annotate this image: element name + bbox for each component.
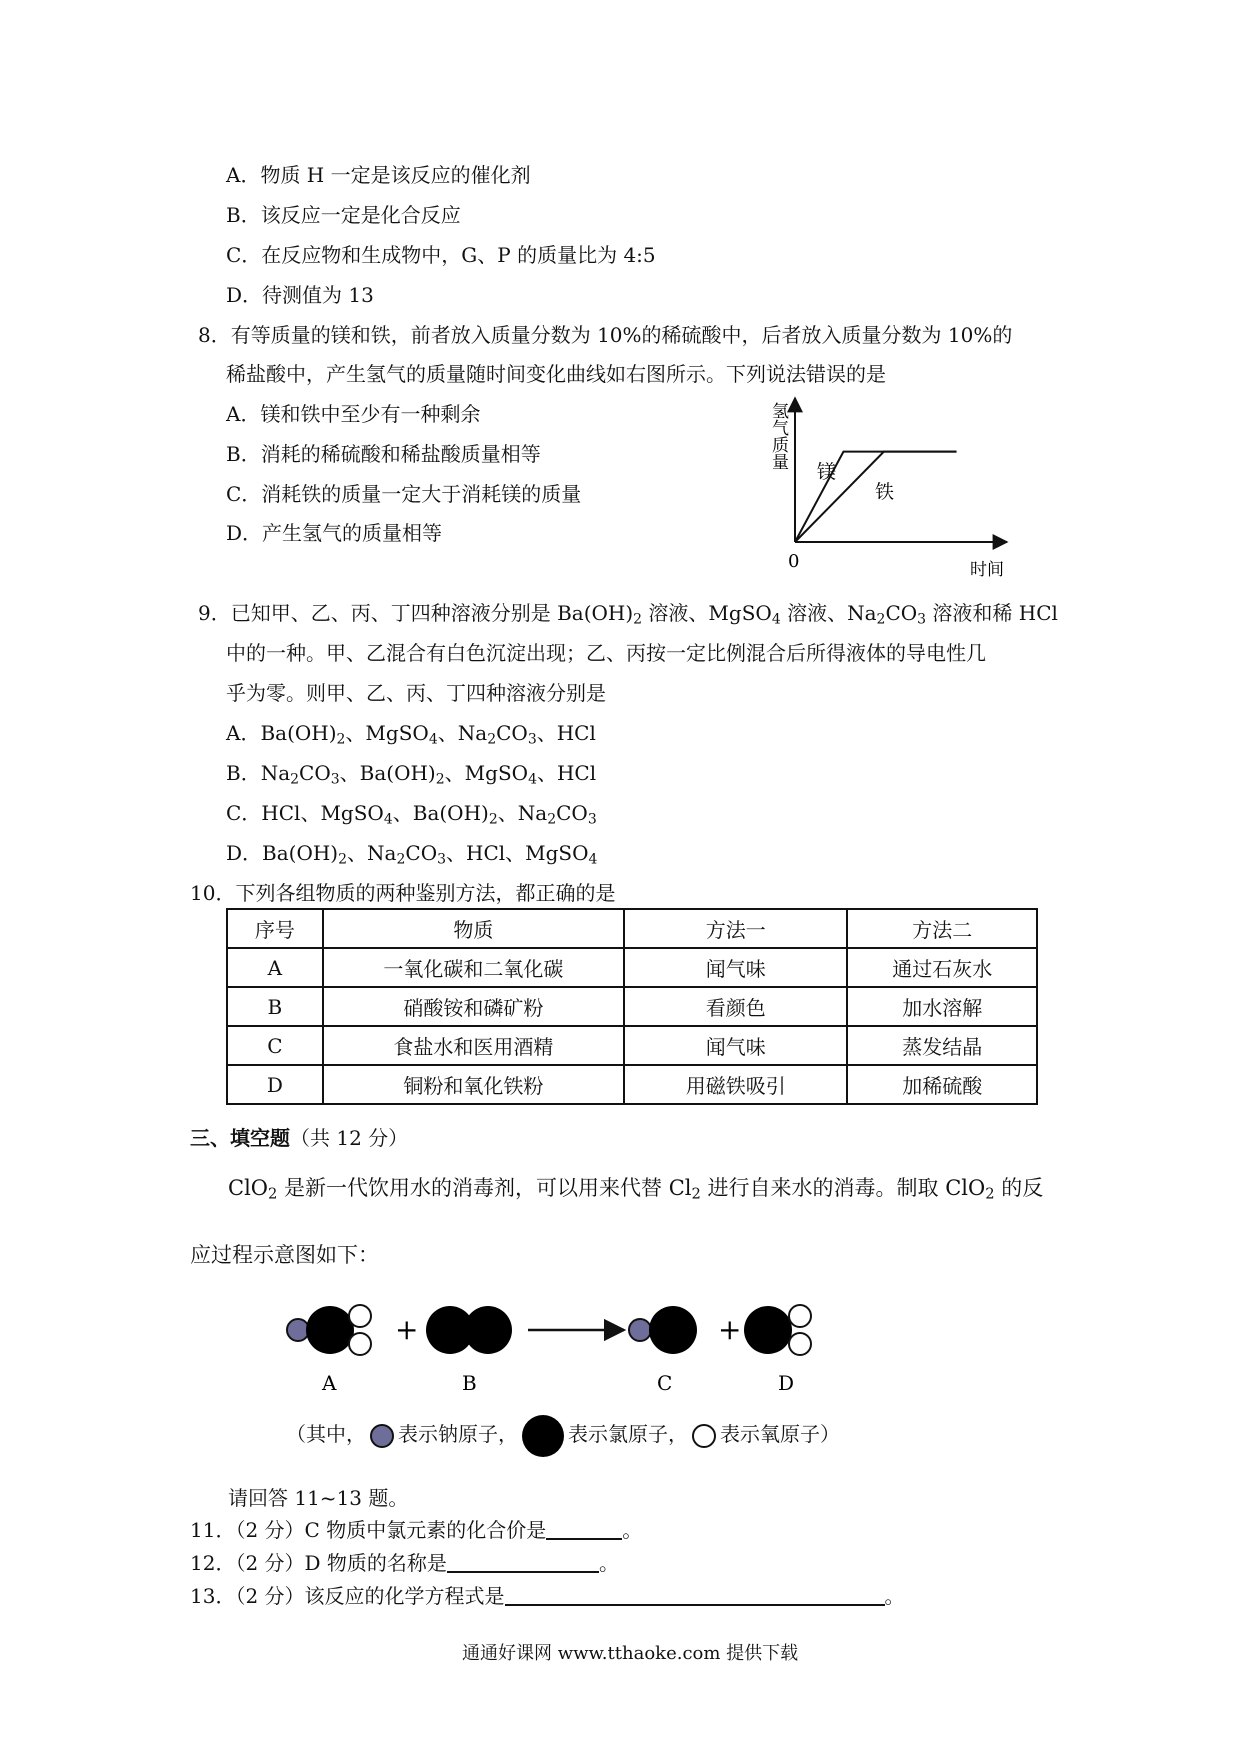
table-row <box>227 987 1037 1026</box>
q8-option-d: D．产生氢气的质量相等 <box>226 521 443 545</box>
x-axis-label: 时间 <box>970 560 1004 580</box>
oxygen-atom <box>789 1333 811 1355</box>
header-cell: 物质 <box>323 909 624 948</box>
molecule-d <box>744 1305 811 1355</box>
chlorine-atom-icon <box>522 1415 564 1457</box>
sodium-atom-icon <box>370 1424 394 1448</box>
table-cell: D <box>227 1065 323 1104</box>
table-cell: 加水溶解 <box>847 987 1037 1026</box>
table-cell: B <box>227 987 323 1026</box>
molecule-label-c: C <box>657 1371 673 1395</box>
q12-answer-blank[interactable] <box>447 1571 599 1573</box>
table-cell: 加稀硫酸 <box>847 1065 1037 1104</box>
sodium-atom <box>629 1319 651 1341</box>
table-cell: A <box>227 948 323 987</box>
table-header-row <box>227 909 1037 948</box>
q11-answer-blank[interactable] <box>546 1538 622 1540</box>
q7-option-c: C．在反应物和生成物中，G、P 的质量比为 4:5 <box>226 243 656 267</box>
molecule-c <box>629 1306 697 1354</box>
table-cell: 用磁铁吸引 <box>624 1065 847 1104</box>
header-cell: 序号 <box>227 909 323 948</box>
hydrogen-mass-chart <box>760 390 1020 590</box>
section3-intro-line1: ClO$_2$ 是新一代饮用水的消毒剂，可以用来代替 $Cl_2$ 进行自来水的消毒。制取 ClO$_2$ 的反 <box>228 1176 1044 1203</box>
page-footer: 通通好课网 www.tthaoke.com 提供下载 <box>462 1643 799 1664</box>
table-row <box>227 1026 1037 1065</box>
chlorine-atom <box>744 1306 792 1354</box>
oxygen-atom-icon <box>692 1424 716 1448</box>
table-cell: 闻气味 <box>624 1026 847 1065</box>
q13: 13．（2 分）该反应的化学方程式是 。 <box>190 1584 905 1608</box>
y-axis-label: 氢气质量 <box>768 402 788 470</box>
chlorine-atom <box>649 1306 697 1354</box>
atom-legend: （其中， 表示钠原子， 表示氯原子， 表示氧原子） <box>286 1412 840 1456</box>
q9-stem-line3: 乎为零。则甲、乙、丙、丁四种溶液分别是 <box>226 681 606 705</box>
q8-option-c: C．消耗铁的质量一定大于消耗镁的质量 <box>226 482 582 506</box>
table-cell: 硝酸铵和磷矿粉 <box>323 987 624 1026</box>
section3-intro-line2: 应过程示意图如下： <box>190 1243 379 1267</box>
q9-option-d: D．$Ba(OH)_2$、$Na_2CO_3$、HCl、MgSO$_4$ <box>226 841 598 868</box>
q12: 12．（2 分）D 物质的名称是 。 <box>190 1551 619 1575</box>
table-cell: 蒸发结晶 <box>847 1026 1037 1065</box>
chlorine-atom <box>464 1306 512 1354</box>
q7-option-a: A．物质 H 一定是该反应的催化剂 <box>226 163 531 187</box>
reaction-schematic <box>270 1290 840 1410</box>
q9-stem-line1: 9．已知甲、乙、丙、丁四种溶液分别是 $Ba(OH)_2$ 溶液、MgSO$_4$ 溶液、$Na_2CO_3$ 溶液和稀 HCl <box>198 601 1058 628</box>
sodium-atom <box>287 1319 309 1341</box>
q9-option-b: B．$Na_2CO_3$、$Ba(OH)_2$、MgSO$_4$、HCl <box>226 761 597 788</box>
header-cell: 方法二 <box>847 909 1037 948</box>
answer-prompt: 请回答 11~13 题。 <box>228 1486 409 1510</box>
series-label-fe: 铁 <box>875 481 895 503</box>
table-cell: 食盐水和医用酒精 <box>323 1026 624 1065</box>
q8-option-b: B．消耗的稀硫酸和稀盐酸质量相等 <box>226 442 541 466</box>
chlorine-atom <box>306 1306 354 1354</box>
molecule-label-b: B <box>462 1371 477 1395</box>
origin-label: 0 <box>788 551 800 572</box>
table-cell: 铜粉和氧化铁粉 <box>323 1065 624 1104</box>
q13-answer-blank[interactable] <box>505 1604 885 1606</box>
header-cell: 方法一 <box>624 909 847 948</box>
oxygen-atom <box>349 1305 371 1327</box>
q7-option-d: D．待测值为 13 <box>226 283 374 307</box>
oxygen-atom <box>349 1333 371 1355</box>
molecule-label-a: A <box>322 1371 337 1395</box>
q9-option-a: A．$Ba(OH)_2$、MgSO$_4$、$Na_2CO_3$、HCl <box>226 721 596 748</box>
q9-stem-line2: 中的一种。甲、乙混合有白色沉淀出现；乙、丙按一定比例混合后所得液体的导电性几 <box>226 641 986 665</box>
q8-stem-line2: 稀盐酸中，产生氢气的质量随时间变化曲线如右图所示。下列说法错误的是 <box>226 362 886 386</box>
plus-sign: + <box>718 1313 742 1346</box>
identification-table <box>226 908 1038 1105</box>
molecule-b <box>426 1306 512 1354</box>
table-cell: 通过石灰水 <box>847 948 1037 987</box>
table-cell: 闻气味 <box>624 948 847 987</box>
plus-sign: + <box>395 1313 419 1346</box>
q7-option-b: B．该反应一定是化合反应 <box>226 203 461 227</box>
q8-stem-line1: 8．有等质量的镁和铁，前者放入质量分数为 10%的稀硫酸中，后者放入质量分数为 10%的 <box>198 323 1013 347</box>
molecule-a <box>287 1305 371 1355</box>
table-row <box>227 948 1037 987</box>
molecule-label-d: D <box>778 1371 795 1395</box>
table-cell: 一氧化碳和二氧化碳 <box>323 948 624 987</box>
table-cell: 看颜色 <box>624 987 847 1026</box>
q9-option-c: C．HCl、MgSO$_4$、$Ba(OH)_2$、$Na_2CO_3$ <box>226 801 597 828</box>
q8-option-a: A．镁和铁中至少有一种剩余 <box>226 402 481 426</box>
section3-heading: 三、填空题（共 12 分） <box>190 1126 409 1150</box>
series-label-mg: 镁 <box>817 461 837 483</box>
table-row <box>227 1065 1037 1104</box>
table-cell: C <box>227 1026 323 1065</box>
oxygen-atom <box>789 1305 811 1327</box>
q11: 11．（2 分）C 物质中氯元素的化合价是 。 <box>190 1518 643 1542</box>
q10-stem: 10．下列各组物质的两种鉴别方法，都正确的是 <box>190 881 616 905</box>
